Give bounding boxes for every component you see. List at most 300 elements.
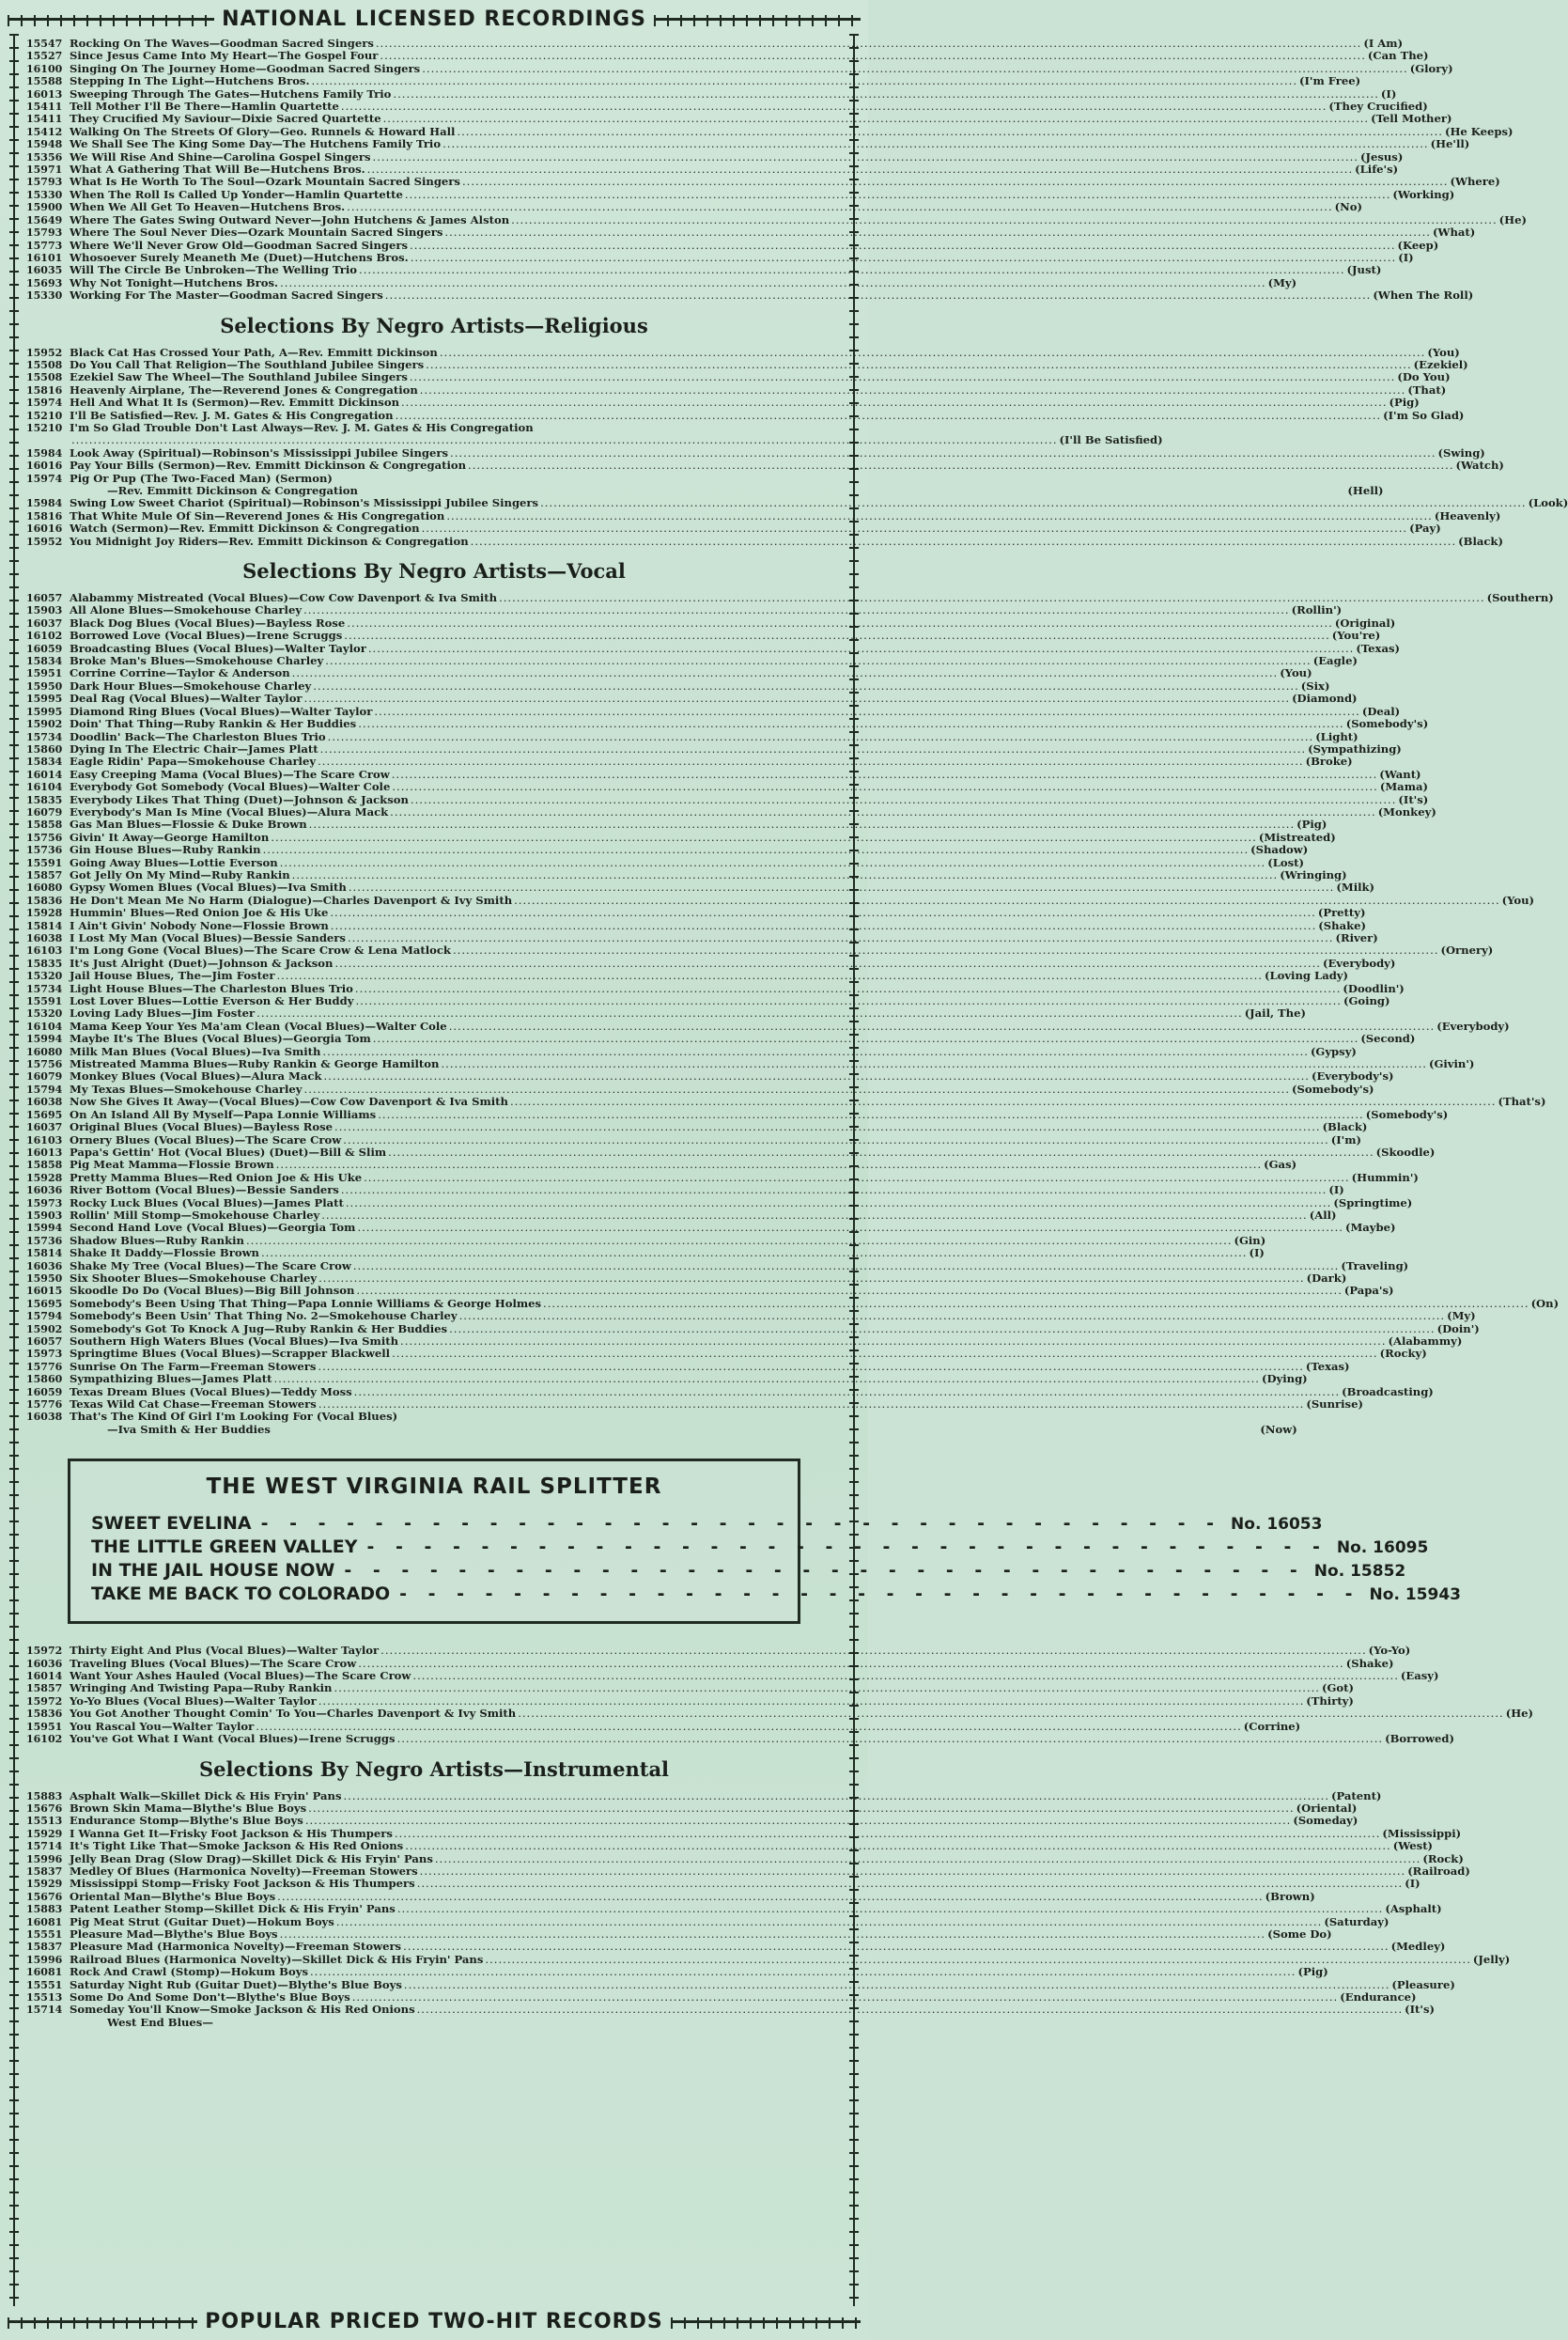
leader-dots	[444, 226, 1431, 239]
border-rule-right	[654, 18, 861, 21]
record-number: 16035	[26, 264, 63, 277]
record-row	[26, 382, 1447, 397]
record-row	[26, 1082, 1374, 1096]
record-row	[26, 792, 1429, 806]
record-row	[26, 1719, 1301, 1733]
record-number: 15996	[26, 1953, 63, 1966]
coupling-title: (It's)	[1398, 792, 1429, 806]
record-title: Mississippi Stomp—Frisky Foot Jackson & His Thumpers	[70, 1877, 415, 1891]
coupling-title: (It's)	[1405, 2003, 1435, 2017]
leader-dots	[471, 536, 1457, 548]
record-row	[26, 1732, 1454, 1746]
record-row	[26, 654, 1358, 668]
coupling-title: (Diamond)	[1292, 692, 1358, 706]
record-title: You Rascal You—Walter Taylor	[70, 1719, 255, 1733]
record-title: Shake It Daddy—Flossie Brown	[70, 1246, 259, 1260]
record-title: Milk Man Blues (Vocal Blues)—Iva Smith	[70, 1044, 321, 1058]
record-number: 15814	[26, 1247, 63, 1260]
record-title: Yo-Yo Blues (Vocal Blues)—Walter Taylor	[70, 1693, 317, 1708]
coupling-title: (Ornery)	[1440, 944, 1494, 958]
record-number: 16057	[26, 1335, 63, 1348]
record-number: 15734	[26, 730, 63, 743]
coupling-title: (I'm Free)	[1299, 74, 1361, 88]
record-number: 15734	[26, 982, 63, 995]
coupling-title: (Pig)	[1297, 1965, 1328, 1979]
record-row	[26, 1221, 1396, 1235]
leader-dots	[310, 1966, 1296, 1978]
record-row	[26, 1977, 1455, 1991]
record-row	[26, 433, 1163, 447]
record-title: What Is He Worth To The Soul—Ozark Mountain Sacred Singers	[70, 175, 460, 189]
record-number: 15950	[26, 679, 63, 693]
coupling-title: (Do You)	[1397, 370, 1451, 384]
record-row	[26, 906, 1366, 920]
coupling-title: (I)	[1405, 1877, 1421, 1891]
record-title: —Rev. Emmitt Dickinson & Congregation	[107, 484, 358, 497]
record-number: 16016	[26, 460, 63, 473]
leader-dots	[420, 1865, 1406, 1878]
coupling-title: (Where)	[1450, 175, 1500, 189]
record-number: 16037	[26, 1121, 63, 1134]
coupling-title: (Jesus)	[1360, 149, 1404, 164]
record-title: You Got Another Thought Comin' To You—Charles Davenport & Ivy Smith	[70, 1707, 517, 1721]
record-title: Doodlin' Back—The Charleston Blues Trio	[70, 729, 326, 743]
record-title: Papa's Gettin' Hot (Vocal Blues) (Duet)—Bill & Slim	[70, 1145, 387, 1159]
leader-dots	[453, 944, 1439, 957]
coupling-title: (I)	[1328, 1183, 1344, 1197]
coupling-title: (Rock)	[1422, 1851, 1464, 1865]
record-number: 15928	[26, 907, 63, 920]
leader-dots	[271, 832, 1257, 844]
leader-dots	[435, 1853, 1421, 1865]
record-title: Everybody Got Somebody (Vocal Blues)—Walter Cole	[70, 780, 391, 794]
bottom-border	[0, 2304, 868, 2338]
coupling-title: (Broke)	[1305, 755, 1353, 769]
record-title: Traveling Blues (Vocal Blues)—The Scare Crow	[70, 1656, 357, 1670]
record-number: 15928	[26, 1171, 63, 1184]
leader-dots	[404, 1979, 1390, 1991]
record-title: Original Blues (Vocal Blues)—Bayless Rose	[70, 1120, 334, 1134]
record-row	[26, 1952, 1511, 1966]
leader-dots	[378, 1109, 1364, 1121]
leader-dots	[499, 592, 1485, 604]
leader-dots	[292, 869, 1279, 881]
record-number: 15527	[26, 50, 63, 63]
record-title: Monkey Blues (Vocal Blues)—Alura Mack	[70, 1069, 322, 1084]
coupling-title: (Lost)	[1267, 855, 1304, 869]
record-row	[26, 893, 1535, 907]
record-number: 15857	[26, 868, 63, 881]
leader-dots	[426, 359, 1412, 371]
record-title: Working For The Master—Goodman Sacred Singers	[70, 289, 383, 303]
coupling-title: (Endurance)	[1340, 1990, 1417, 2004]
record-number: 16038	[26, 1411, 63, 1424]
record-title: Now She Gives It Away—(Vocal Blues)—Cow Cow Davenport & Iva Smith	[70, 1095, 508, 1109]
record-row	[26, 1669, 1439, 1683]
leader-dots	[543, 1298, 1529, 1310]
record-title: Dying In The Electric Chair—James Platt	[70, 741, 318, 756]
record-title: Pay Your Bills (Sermon)—Rev. Emmitt Dickinson & Congregation	[70, 459, 467, 473]
coupling-title: (Jelly)	[1472, 1952, 1511, 1966]
record-title: Sympathizing Blues—James Platt	[70, 1372, 272, 1386]
coupling-title: (Sympathizing)	[1308, 741, 1402, 756]
record-title: Deal Rag (Vocal Blues)—Walter Taylor	[70, 692, 303, 706]
record-row	[26, 422, 842, 434]
leader-dots	[318, 1695, 1305, 1708]
ad-song-title: IN THE JAIL HOUSE NOW	[91, 1560, 335, 1582]
record-number: 15816	[26, 383, 63, 397]
leader-dots	[393, 88, 1379, 101]
record-title: Someday You'll Know—Smoke Jackson & His Red Onions	[70, 2003, 415, 2017]
leader-dots	[321, 1209, 1308, 1222]
leader-dots	[334, 1121, 1321, 1133]
record-title: It's Just Alright (Duet)—Johnson & Jackson	[70, 956, 334, 970]
record-number: 16013	[26, 1146, 63, 1159]
coupling-title: (Shake)	[1345, 1656, 1394, 1670]
record-title: Maybe It's The Blues (Vocal Blues)—Georgia Tom	[70, 1032, 371, 1046]
leader-dots	[358, 1658, 1344, 1670]
coupling-title: (That's)	[1498, 1095, 1546, 1109]
record-title: Stepping In The Light—Hutchens Bros.	[70, 74, 310, 88]
leader-dots	[417, 2004, 1404, 2016]
leader-dots	[256, 1721, 1242, 1733]
record-number: 15900	[26, 201, 63, 214]
record-title: Do You Call That Religion—The Southland Jubilee Singers	[70, 357, 425, 371]
record-number: 15984	[26, 446, 63, 460]
record-number: 16100	[26, 62, 63, 75]
record-row	[26, 149, 1404, 164]
coupling-title: (Borrowed)	[1385, 1732, 1454, 1746]
record-row	[26, 1384, 1434, 1398]
coupling-title: (Asphalt)	[1385, 1902, 1442, 1916]
record-title: I'm So Glad Trouble Don't Last Always—Rev. J. M. Gates & His Congregation	[70, 420, 534, 434]
record-row	[26, 238, 1439, 252]
record-number: 16103	[26, 1133, 63, 1147]
record-title: Second Hand Love (Vocal Blues)—Georgia Tom	[70, 1221, 356, 1235]
coupling-title: (Now)	[1260, 1422, 1297, 1436]
record-row	[26, 780, 1428, 794]
coupling-title: (Oriental)	[1296, 1801, 1358, 1815]
leader-dots	[318, 1272, 1305, 1285]
coupling-title: (Doin')	[1436, 1321, 1480, 1335]
record-row	[26, 100, 1428, 114]
leader-dots	[309, 819, 1296, 831]
leader-dots	[364, 1172, 1350, 1184]
coupling-title: (Going)	[1343, 994, 1390, 1008]
record-number: 15837	[26, 1941, 63, 1954]
leader-dots	[376, 38, 1362, 50]
coupling-title: (I Am)	[1363, 37, 1404, 50]
leader-dots	[305, 1815, 1292, 1827]
record-number: 15834	[26, 756, 63, 769]
record-number: 16102	[26, 630, 63, 643]
leader-dots	[322, 1046, 1309, 1058]
record-row	[26, 666, 1312, 680]
leader-dots	[303, 604, 1290, 616]
record-title: Got Jelly On My Mind—Ruby Rankin	[70, 867, 290, 881]
record-title: Sunrise On The Farm—Freeman Stowers	[70, 1359, 317, 1373]
leader-dots	[347, 617, 1333, 630]
coupling-title: (Swing)	[1437, 445, 1485, 460]
top-border	[0, 2, 868, 36]
leader-dots	[368, 643, 1355, 655]
record-number: 15330	[26, 289, 63, 303]
leader-dots	[318, 1398, 1305, 1411]
coupling-title: (On)	[1530, 1296, 1560, 1310]
ad-items	[91, 1512, 1461, 1606]
record-title: Rocky Luck Blues (Vocal Blues)—James Platt	[70, 1195, 344, 1209]
record-title: Why Not Tonight—Hutchens Bros.	[70, 275, 279, 289]
record-row	[26, 1372, 1308, 1386]
record-row	[26, 1321, 1480, 1335]
record-number: 15356	[26, 150, 63, 164]
record-number: 15974	[26, 397, 63, 410]
record-title: Mama Keep Your Yes Ma'am Clean (Vocal Blues)—Walter Cole	[70, 1019, 447, 1033]
coupling-title: (Pay)	[1409, 522, 1441, 536]
record-number: 16059	[26, 1385, 63, 1398]
record-number: 16103	[26, 944, 63, 958]
coupling-title: (Hummin')	[1351, 1170, 1419, 1184]
record-number: 15816	[26, 509, 63, 523]
record-row	[26, 1132, 1361, 1147]
coupling-title: (My)	[1447, 1309, 1476, 1323]
record-number: 15508	[26, 371, 63, 384]
record-number: 15995	[26, 705, 63, 718]
record-number: 16037	[26, 616, 63, 630]
coupling-title: (Can The)	[1367, 49, 1429, 63]
record-row	[26, 250, 1414, 264]
record-row	[26, 1693, 1354, 1708]
record-number: 15676	[26, 1890, 63, 1903]
coupling-title: (Givin')	[1428, 1057, 1475, 1071]
record-number: 15736	[26, 1234, 63, 1247]
coupling-title: (Dark)	[1306, 1271, 1347, 1285]
record-row	[26, 1019, 1510, 1033]
record-number: 15693	[26, 276, 63, 289]
coupling-title: (Mama)	[1379, 780, 1428, 794]
record-title: Whosoever Surely Meaneth Me (Duet)—Hutchens Bros.	[70, 250, 409, 264]
record-title: I Wanna Get It—Frisky Foot Jackson & His Thumpers	[70, 1826, 393, 1840]
record-number: 15794	[26, 1083, 63, 1096]
coupling-title: (He'll)	[1430, 137, 1470, 151]
record-number: 15950	[26, 1271, 63, 1285]
coupling-title: (Saturday)	[1324, 1914, 1389, 1928]
record-row	[26, 289, 1474, 303]
record-title: Pretty Mamma Blues—Red Onion Joe & His Uke	[70, 1170, 363, 1184]
record-title: Loving Lady Blues—Jim Foster	[70, 1006, 256, 1021]
record-row	[26, 918, 1366, 932]
record-title: —Iva Smith & Her Buddies	[107, 1422, 271, 1436]
record-number: 15996	[26, 1852, 63, 1865]
record-title: Pig Meat Mamma—Flossie Brown	[70, 1158, 274, 1172]
leader-dots	[392, 1348, 1378, 1360]
record-number: 15513	[26, 1991, 63, 2004]
record-row	[26, 1006, 1306, 1021]
record-title: Springtime Blues (Vocal Blues)—Scrapper Blackwell	[70, 1347, 391, 1361]
record-number: 16104	[26, 1020, 63, 1033]
leader-dots	[341, 1184, 1327, 1196]
record-number: 15952	[26, 535, 63, 548]
instrumental-heading: Selections By Negro Artists—Instrumental	[198, 1756, 670, 1781]
record-number: 15929	[26, 1827, 63, 1840]
record-title: Broke Man's Blues—Smokehouse Charley	[70, 654, 324, 668]
coupling-title: (Yo-Yo)	[1368, 1644, 1411, 1658]
record-title: Pig Or Pup (The Two-Faced Man) (Sermon)	[70, 471, 333, 485]
record-number: 16080	[26, 881, 63, 895]
record-row	[26, 1839, 1434, 1853]
record-row	[26, 1814, 1358, 1828]
leader-dots	[372, 151, 1358, 164]
record-number: 16036	[26, 1259, 63, 1272]
leader-dots	[320, 743, 1307, 756]
coupling-title: (Somebody's)	[1292, 1082, 1374, 1096]
record-number: 15776	[26, 1398, 63, 1412]
record-number: 15412	[26, 125, 63, 138]
record-title: What A Gathering That Will Be—Hutchens Bros.	[70, 163, 365, 177]
leader-dots	[373, 1033, 1359, 1045]
record-number: 16036	[26, 1184, 63, 1197]
record-title: Shake My Tree (Vocal Blues)—The Scare Crow	[70, 1258, 351, 1272]
record-number: 15860	[26, 742, 63, 756]
coupling-title: (Eagle)	[1312, 654, 1358, 668]
leader-dots	[410, 240, 1396, 252]
record-title: That's The Kind Of Girl I'm Looking For (Vocal Blues)	[70, 1410, 398, 1424]
coupling-title: (Somebody's)	[1345, 717, 1429, 731]
record-row	[26, 86, 1397, 101]
leader-dots	[450, 447, 1436, 460]
record-number: 15836	[26, 1708, 63, 1721]
record-title: Endurance Stomp—Blythe's Blue Boys	[70, 1814, 303, 1828]
record-number: 15591	[26, 995, 63, 1008]
coupling-title: (Thirty)	[1306, 1693, 1354, 1708]
leader-dots	[256, 1007, 1243, 1020]
record-title: Tell Mother I'll Be There—Hamlin Quartette	[70, 100, 339, 114]
record-title: Since Jesus Came Into My Heart—The Gospel Four	[70, 49, 379, 63]
leader-dots	[462, 176, 1449, 188]
record-title: Everybody's Man Is Mine (Vocal Blues)—Alura Mack	[70, 804, 389, 819]
record-title: Somebody's Got To Knock A Jug—Ruby Rankin & Her Buddies	[70, 1321, 448, 1335]
record-row	[26, 212, 1527, 226]
leader-dots	[374, 706, 1360, 718]
record-row	[26, 1914, 1389, 1928]
record-number: 15551	[26, 1927, 63, 1941]
record-title: We Shall See The King Some Day—The Hutchens Family Trio	[70, 137, 442, 151]
coupling-title: (I'm)	[1330, 1132, 1361, 1147]
record-row	[26, 508, 1501, 523]
record-number: 15547	[26, 38, 63, 50]
leader-dots	[422, 523, 1408, 535]
record-number: 16014	[26, 768, 63, 781]
coupling-title: (Gin)	[1234, 1233, 1266, 1247]
record-row	[26, 1656, 1394, 1670]
record-row	[26, 200, 1362, 214]
coupling-title: (Hell)	[1347, 484, 1384, 497]
coupling-title: (Watch)	[1455, 459, 1504, 473]
record-number: 15903	[26, 1209, 63, 1222]
record-row	[26, 818, 1327, 832]
record-title: It's Tight Like That—Smoke Jackson & His Red Onions	[70, 1839, 404, 1853]
record-title: Hell And What It Is (Sermon)—Rev. Emmitt Dickinson	[70, 396, 399, 410]
leader-dots	[354, 1386, 1341, 1398]
leader-dots	[511, 214, 1498, 226]
record-row	[26, 187, 1455, 201]
record-title: Somebody's Been Usin' That Thing No. 2—Smokehouse Charley	[70, 1309, 458, 1323]
coupling-title: (Dying)	[1261, 1372, 1308, 1386]
ad-song-row	[91, 1559, 1406, 1583]
ad-song-row	[91, 1536, 1429, 1559]
leader-dots	[449, 1323, 1436, 1335]
leader-dots	[304, 693, 1291, 705]
record-title: I Ain't Givin' Nobody None—Flossie Brown	[70, 918, 329, 932]
coupling-title: (Jail, The)	[1244, 1006, 1306, 1021]
coupling-title: (Easy)	[1400, 1669, 1439, 1683]
leader-dots	[449, 1021, 1436, 1033]
record-number: 15995	[26, 693, 63, 706]
leader-dots	[318, 756, 1304, 768]
coupling-title: (Light)	[1315, 729, 1358, 743]
record-number: 16036	[26, 1657, 63, 1670]
record-row	[26, 1927, 1332, 1941]
record-number: 15883	[26, 1789, 63, 1802]
leader-dots	[392, 781, 1378, 793]
record-row	[26, 1334, 1463, 1348]
coupling-title: (Want)	[1379, 767, 1421, 781]
record-number: 15951	[26, 1720, 63, 1733]
leader-dots	[263, 844, 1250, 856]
vocal-list	[26, 591, 1560, 1436]
record-row	[26, 1271, 1347, 1285]
record-number: 15883	[26, 1903, 63, 1916]
leader-dots	[331, 920, 1317, 932]
leader-dots	[380, 50, 1366, 62]
record-number: 15210	[26, 409, 63, 422]
record-title: Hummin' Blues—Red Onion Joe & His Uke	[70, 906, 329, 920]
record-title: Pleasure Mad (Harmonica Novelty)—Freeman Stowers	[70, 1940, 402, 1954]
record-row	[26, 755, 1353, 769]
record-number: 15984	[26, 497, 63, 510]
coupling-title: (Alabammy)	[1388, 1334, 1463, 1348]
record-row	[26, 867, 1347, 881]
dash-leader	[366, 1536, 1327, 1558]
border-rule-right	[671, 2320, 861, 2323]
record-title: Gin House Blues—Ruby Rankin	[70, 843, 261, 857]
leader-dots	[349, 881, 1335, 894]
coupling-title: (Rollin')	[1291, 603, 1343, 617]
record-title: Medley Of Blues (Harmonica Novelty)—Freeman Stowers	[70, 1864, 418, 1878]
record-title: That White Mule Of Sin—Reverend Jones & His Congregation	[70, 508, 445, 523]
record-title: You Midnight Joy Riders—Rev. Emmitt Dickinson & Congregation	[70, 534, 469, 548]
leader-dots	[352, 1991, 1339, 2004]
leader-dots	[457, 126, 1443, 138]
sacred-singers-list	[26, 37, 1527, 303]
leader-dots	[411, 252, 1397, 264]
leader-dots	[304, 1084, 1291, 1096]
coupling-title: (Somebody's)	[1365, 1107, 1449, 1121]
leader-dots	[280, 857, 1266, 869]
record-title: Black Dog Blues (Vocal Blues)—Bayless Rose	[70, 616, 346, 630]
coupling-title: (Deal)	[1361, 704, 1401, 718]
coupling-title: (Some Do)	[1267, 1927, 1332, 1941]
record-number: 16102	[26, 1733, 63, 1746]
record-row	[26, 1158, 1297, 1172]
record-number: 15210	[26, 421, 63, 434]
record-row	[26, 357, 1468, 371]
record-row	[26, 1397, 1363, 1412]
record-number: 16038	[26, 1096, 63, 1109]
leader-dots	[446, 510, 1433, 523]
coupling-title: (Southern)	[1486, 591, 1554, 605]
record-row	[26, 717, 1429, 731]
